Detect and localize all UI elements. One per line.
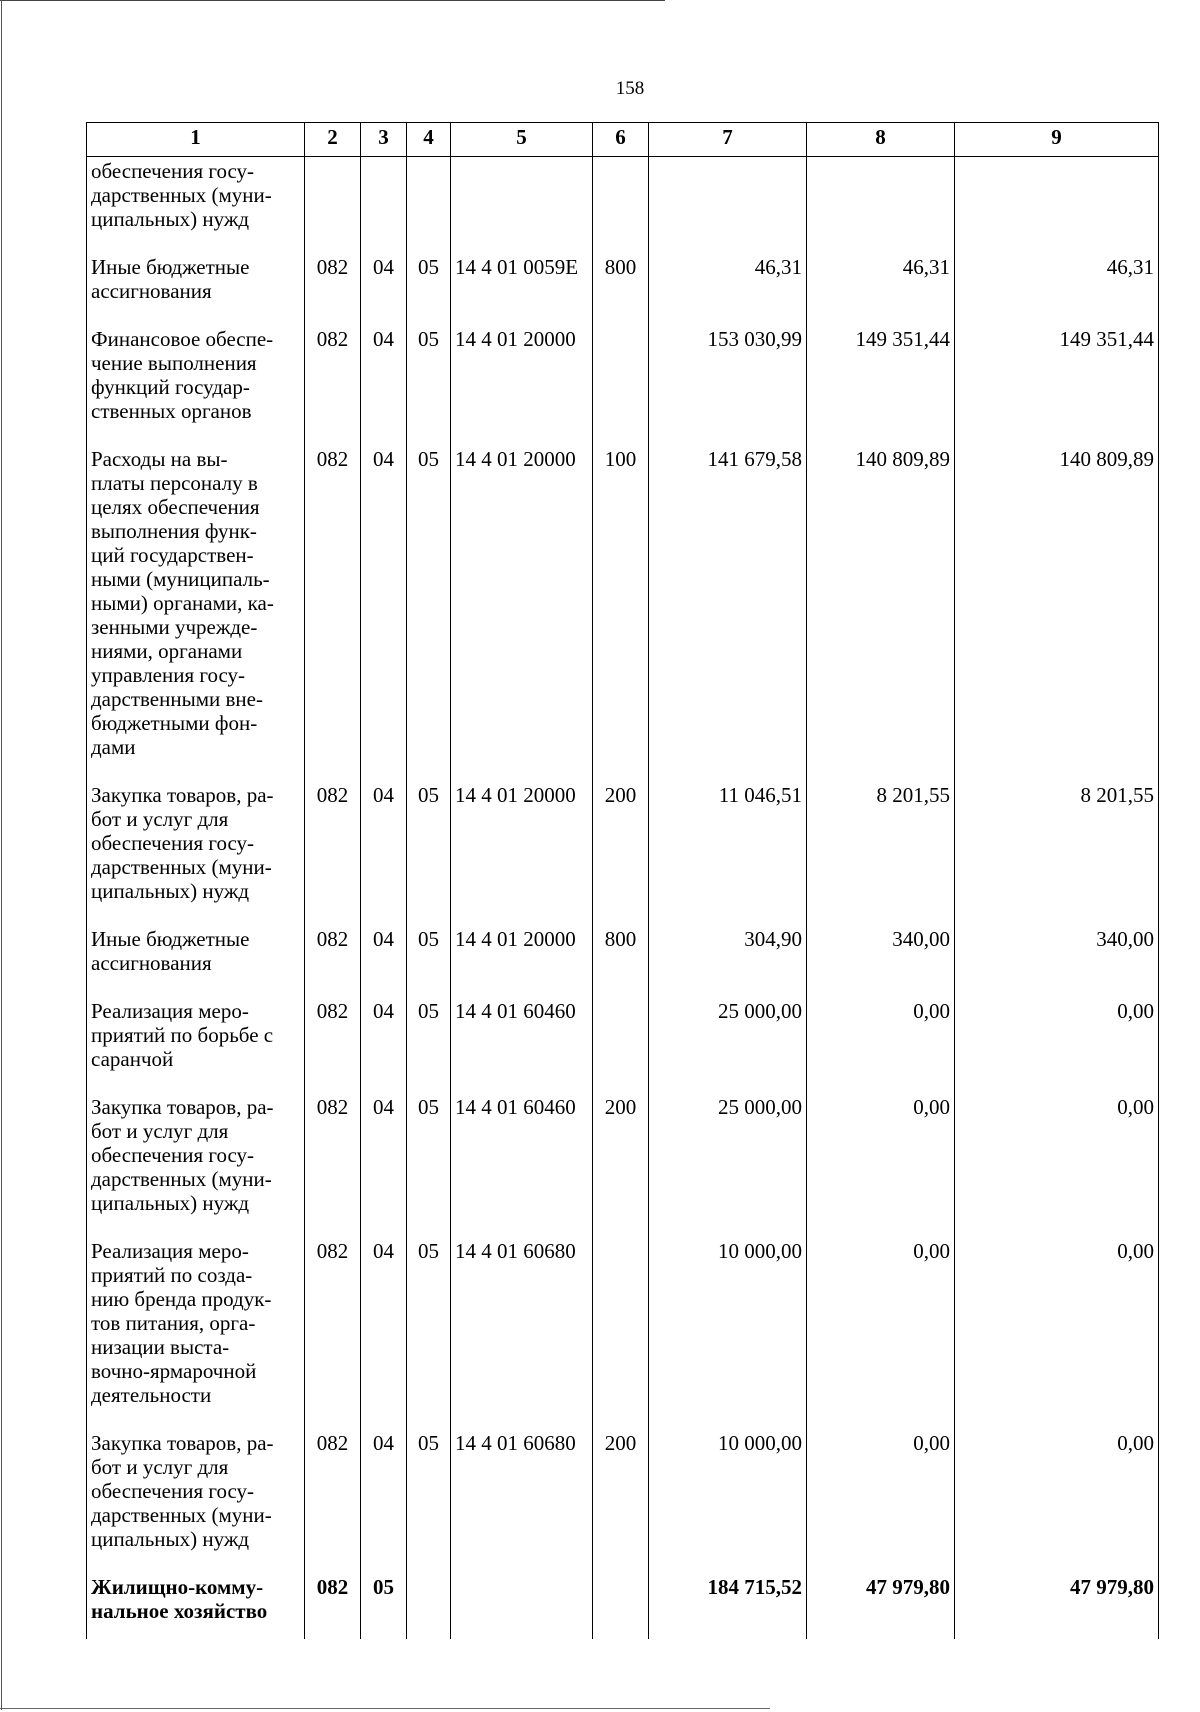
amount-col9 xyxy=(955,157,1159,248)
ved-code: 082 xyxy=(305,775,361,919)
amount-col9: 0,00 xyxy=(955,991,1159,1087)
target-article-code: 14 4 01 60460 xyxy=(451,1087,593,1231)
row-name-line: приятий по борьбе с xyxy=(91,1023,274,1047)
table-row xyxy=(87,1423,1159,1567)
target-article-code xyxy=(451,1567,593,1639)
ved-code: 082 xyxy=(305,991,361,1087)
row-name-line: дарственными вне- xyxy=(91,687,263,711)
header-row xyxy=(87,123,1159,157)
amount-col7: 46,31 xyxy=(649,247,807,319)
section-code: 04 xyxy=(361,919,407,991)
amount-col7: 25 000,00 xyxy=(649,991,807,1087)
table-row xyxy=(87,775,1159,919)
ved-code: 082 xyxy=(305,1423,361,1567)
expense-type-code: 100 xyxy=(593,439,649,775)
row-name-line: управления госу- xyxy=(91,663,246,687)
row-name-line: ными (муниципаль- xyxy=(91,567,270,591)
row-name-line: ципальных) нужд xyxy=(91,1191,250,1215)
target-article-code xyxy=(451,157,593,248)
subsection-code: 05 xyxy=(407,319,451,439)
section-code xyxy=(361,157,407,248)
section-code: 05 xyxy=(361,1567,407,1639)
row-name-line: Финансовое обеспе- xyxy=(91,327,274,351)
col-header-9: 9 xyxy=(955,123,1159,157)
col-header-6: 6 xyxy=(593,123,649,157)
table-body xyxy=(87,157,1159,1640)
row-name-line: нальное хозяйство xyxy=(91,1599,268,1623)
ved-code: 082 xyxy=(305,247,361,319)
row-name xyxy=(87,1087,305,1231)
amount-col7 xyxy=(649,157,807,248)
amount-col8: 47 979,80 xyxy=(807,1567,955,1639)
expense-type-code xyxy=(593,157,649,248)
amount-col8: 0,00 xyxy=(807,1423,955,1567)
row-name xyxy=(87,919,305,991)
row-name-line: тов питания, орга- xyxy=(91,1311,256,1335)
col-header-7: 7 xyxy=(649,123,807,157)
row-name xyxy=(87,319,305,439)
page-number: 158 xyxy=(615,78,645,99)
expense-type-code: 200 xyxy=(593,1423,649,1567)
amount-col8: 8 201,55 xyxy=(807,775,955,919)
target-article-code: 14 4 01 20000 xyxy=(451,919,593,991)
expense-type-code: 200 xyxy=(593,775,649,919)
amount-col8: 149 351,44 xyxy=(807,319,955,439)
amount-col7: 25 000,00 xyxy=(649,1087,807,1231)
row-name-line: бюджетными фон- xyxy=(91,711,258,735)
col-header-2: 2 xyxy=(305,123,361,157)
row-name-line: дарственных (муни- xyxy=(91,183,272,207)
table-row xyxy=(87,1087,1159,1231)
amount-col9: 0,00 xyxy=(955,1423,1159,1567)
ved-code: 082 xyxy=(305,919,361,991)
row-name-line: низации выста- xyxy=(91,1335,230,1359)
section-code: 04 xyxy=(361,319,407,439)
row-name-line: целях обеспечения xyxy=(91,495,260,519)
row-name-line: выполнения функ- xyxy=(91,519,257,543)
amount-col7: 10 000,00 xyxy=(649,1423,807,1567)
col-header-8: 8 xyxy=(807,123,955,157)
amount-col9: 140 809,89 xyxy=(955,439,1159,775)
row-name-line: ниями, органами xyxy=(91,639,243,663)
row-name-line: Закупка товаров, ра- xyxy=(91,1095,274,1119)
row-name xyxy=(87,439,305,775)
row-name-line: Иные бюджетные xyxy=(91,255,250,279)
section-code: 04 xyxy=(361,775,407,919)
row-name-line: Закупка товаров, ра- xyxy=(91,783,274,807)
row-name-line: приятий по созда- xyxy=(91,1263,253,1287)
row-name-line: Расходы на вы- xyxy=(91,447,228,471)
ved-code: 082 xyxy=(305,1087,361,1231)
table-row xyxy=(87,157,1159,248)
expense-type-code xyxy=(593,1231,649,1423)
amount-col8: 46,31 xyxy=(807,247,955,319)
page-edge-bottom xyxy=(0,1708,770,1709)
row-name-line: обеспечения госу- xyxy=(91,159,255,183)
ved-code: 082 xyxy=(305,1231,361,1423)
amount-col9: 149 351,44 xyxy=(955,319,1159,439)
row-name-line: дарственных (муни- xyxy=(91,1503,272,1527)
row-name xyxy=(87,1231,305,1423)
subsection-code: 05 xyxy=(407,1087,451,1231)
row-name-line: ципальных) нужд xyxy=(91,879,250,903)
target-article-code: 14 4 01 20000 xyxy=(451,775,593,919)
amount-col7: 11 046,51 xyxy=(649,775,807,919)
expense-type-code: 200 xyxy=(593,1087,649,1231)
row-name-line: чение выполнения xyxy=(91,351,257,375)
amount-col7: 141 679,58 xyxy=(649,439,807,775)
subsection-code: 05 xyxy=(407,1423,451,1567)
row-name xyxy=(87,775,305,919)
ved-code: 082 xyxy=(305,439,361,775)
row-name-line: Реализация меро- xyxy=(91,1239,249,1263)
row-name-line: дарственных (муни- xyxy=(91,855,272,879)
amount-col7: 304,90 xyxy=(649,919,807,991)
row-name-line: ципальных) нужд xyxy=(91,1527,250,1551)
subsection-code: 05 xyxy=(407,439,451,775)
row-name-line: функций государ- xyxy=(91,375,250,399)
row-name-line: Иные бюджетные xyxy=(91,927,250,951)
section-code: 04 xyxy=(361,991,407,1087)
row-name-line: ций государствен- xyxy=(91,543,254,567)
ved-code: 082 xyxy=(305,319,361,439)
col-header-5: 5 xyxy=(451,123,593,157)
row-name xyxy=(87,1423,305,1567)
subsection-code xyxy=(407,157,451,248)
section-code: 04 xyxy=(361,439,407,775)
target-article-code: 14 4 01 60460 xyxy=(451,991,593,1087)
row-name xyxy=(87,1567,305,1639)
row-name xyxy=(87,157,305,248)
amount-col7: 153 030,99 xyxy=(649,319,807,439)
table-row xyxy=(87,1567,1159,1639)
table-row xyxy=(87,247,1159,319)
row-name-line: зенными учрежде- xyxy=(91,615,258,639)
row-name-line: саранчой xyxy=(91,1047,174,1071)
amount-col8 xyxy=(807,157,955,248)
table-row xyxy=(87,439,1159,775)
row-name-line: ственных органов xyxy=(91,399,252,423)
col-header-1: 1 xyxy=(87,123,305,157)
table-row xyxy=(87,919,1159,991)
amount-col9: 0,00 xyxy=(955,1231,1159,1423)
amount-col8: 0,00 xyxy=(807,1231,955,1423)
subsection-code: 05 xyxy=(407,1231,451,1423)
budget-table xyxy=(86,122,1159,1639)
section-code: 04 xyxy=(361,247,407,319)
row-name-line: дами xyxy=(91,735,136,759)
section-code: 04 xyxy=(361,1087,407,1231)
page-edge-left xyxy=(1,0,2,1710)
section-code: 04 xyxy=(361,1231,407,1423)
expense-type-code xyxy=(593,1567,649,1639)
row-name-line: ассигнования xyxy=(91,951,212,975)
amount-col7: 184 715,52 xyxy=(649,1567,807,1639)
row-name-line: Реализация меро- xyxy=(91,999,249,1023)
target-article-code: 14 4 01 60680 xyxy=(451,1231,593,1423)
amount-col9: 46,31 xyxy=(955,247,1159,319)
row-name-line: платы персоналу в xyxy=(91,471,258,495)
target-article-code: 14 4 01 60680 xyxy=(451,1423,593,1567)
ved-code: 082 xyxy=(305,1567,361,1639)
ved-code xyxy=(305,157,361,248)
target-article-code: 14 4 01 0059Е xyxy=(451,247,593,319)
row-name-line: бот и услуг для xyxy=(91,1119,229,1143)
row-name-line: ципальных) нужд xyxy=(91,207,250,231)
row-name xyxy=(87,247,305,319)
row-name-line: дарственных (муни- xyxy=(91,1167,272,1191)
amount-col7: 10 000,00 xyxy=(649,1231,807,1423)
row-name-line: вочно-ярмарочной xyxy=(91,1359,257,1383)
subsection-code xyxy=(407,1567,451,1639)
amount-col9: 0,00 xyxy=(955,1087,1159,1231)
col-header-4: 4 xyxy=(407,123,451,157)
expense-type-code: 800 xyxy=(593,247,649,319)
row-name-line: обеспечения госу- xyxy=(91,831,255,855)
row-name xyxy=(87,991,305,1087)
table-row xyxy=(87,319,1159,439)
amount-col9: 8 201,55 xyxy=(955,775,1159,919)
subsection-code: 05 xyxy=(407,919,451,991)
row-name-line: обеспечения госу- xyxy=(91,1479,255,1503)
row-name-line: деятельности xyxy=(91,1383,212,1407)
expense-type-code: 800 xyxy=(593,919,649,991)
expense-type-code xyxy=(593,319,649,439)
amount-col9: 340,00 xyxy=(955,919,1159,991)
amount-col8: 0,00 xyxy=(807,991,955,1087)
amount-col8: 340,00 xyxy=(807,919,955,991)
row-name-line: Жилищно-комму- xyxy=(91,1575,264,1599)
row-name-line: ными) органами, ка- xyxy=(91,591,274,615)
amount-col9: 47 979,80 xyxy=(955,1567,1159,1639)
amount-col8: 140 809,89 xyxy=(807,439,955,775)
section-code: 04 xyxy=(361,1423,407,1567)
amount-col8: 0,00 xyxy=(807,1087,955,1231)
target-article-code: 14 4 01 20000 xyxy=(451,439,593,775)
table-row xyxy=(87,991,1159,1087)
page-edge-top xyxy=(0,0,665,1)
subsection-code: 05 xyxy=(407,247,451,319)
expense-type-code xyxy=(593,991,649,1087)
subsection-code: 05 xyxy=(407,775,451,919)
row-name-line: ассигнования xyxy=(91,279,212,303)
row-name-line: бот и услуг для xyxy=(91,807,229,831)
col-header-3: 3 xyxy=(361,123,407,157)
row-name-line: обеспечения госу- xyxy=(91,1143,255,1167)
subsection-code: 05 xyxy=(407,991,451,1087)
row-name-line: Закупка товаров, ра- xyxy=(91,1431,274,1455)
table-row xyxy=(87,1231,1159,1423)
target-article-code: 14 4 01 20000 xyxy=(451,319,593,439)
row-name-line: нию бренда продук- xyxy=(91,1287,272,1311)
row-name-line: бот и услуг для xyxy=(91,1455,229,1479)
